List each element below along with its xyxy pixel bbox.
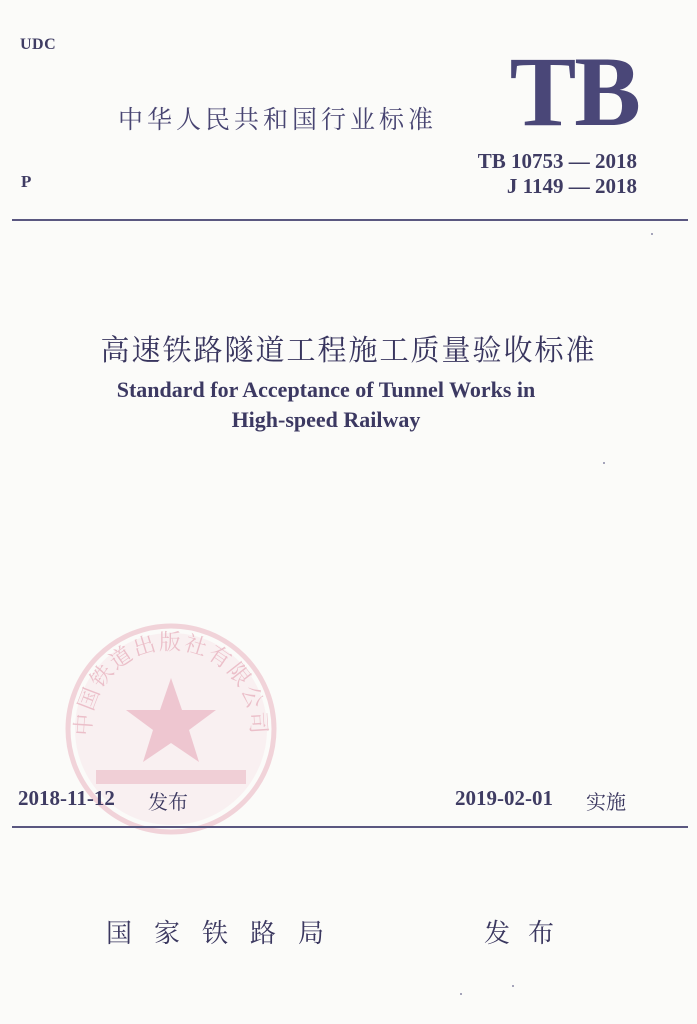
udc-label: UDC xyxy=(20,36,57,53)
implementation-label: 实施 xyxy=(586,790,626,814)
tb-logo: TB xyxy=(509,36,639,147)
record-number: J 1149 — 2018 xyxy=(506,174,637,198)
paper-speck xyxy=(460,993,462,995)
implementation-date: 2019-02-01 xyxy=(455,786,553,810)
top-divider xyxy=(12,219,688,221)
title-english-line1: Standard for Acceptance of Tunnel Works in xyxy=(116,377,536,402)
publisher-name: 国家铁路局 xyxy=(106,919,347,949)
paper-speck xyxy=(651,233,653,235)
issue-date: 2018-11-12 xyxy=(18,786,115,810)
paper-speck xyxy=(603,462,605,464)
title-english-line2: High-speed Railway xyxy=(231,407,421,432)
classification-code: P xyxy=(21,172,32,191)
bottom-divider xyxy=(12,826,688,828)
paper-speck xyxy=(512,985,514,987)
issue-label: 发布 xyxy=(148,790,188,814)
industry-standard-heading: 中华人民共和国行业标准 xyxy=(118,105,438,134)
title-chinese: 高速铁路隧道工程施工质量验收标准 xyxy=(100,333,597,367)
standard-number: TB 10753 — 2018 xyxy=(477,149,637,173)
publish-label: 发布 xyxy=(484,919,573,949)
svg-text:中国铁道出版社有限公司: 中国铁道出版社有限公司 xyxy=(71,630,271,737)
